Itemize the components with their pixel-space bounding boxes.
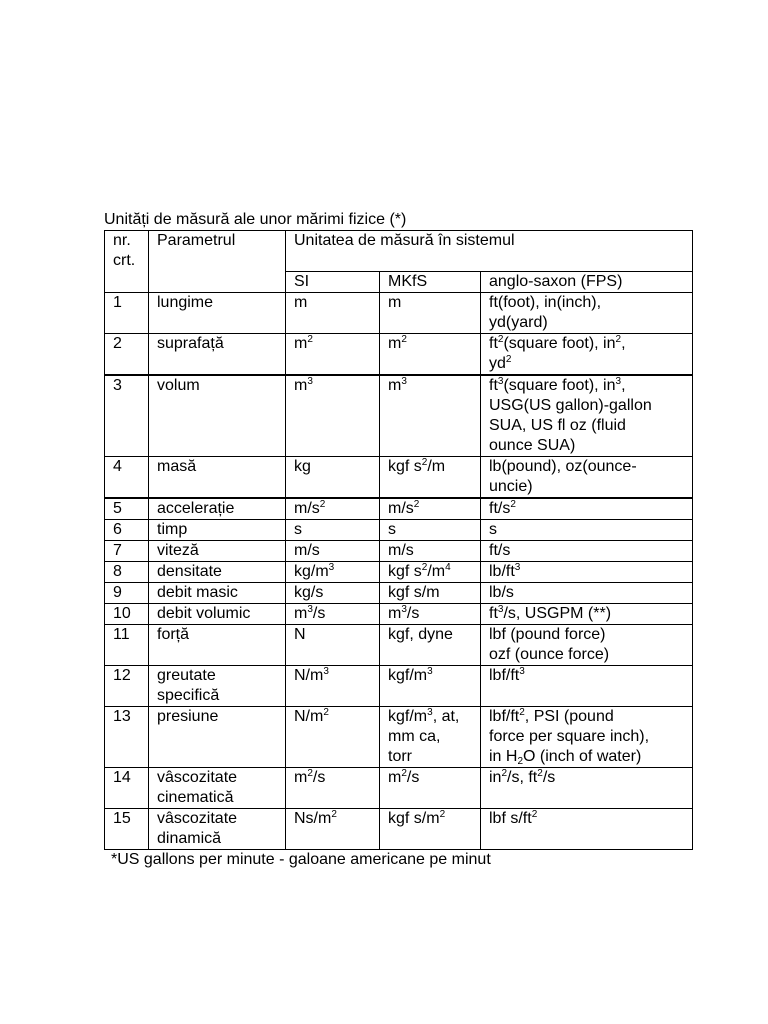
cell-parametru: debit volumic	[149, 603, 286, 624]
cell-text: yd(yard)	[489, 313, 548, 331]
header-mkfs: MKfS	[380, 271, 481, 292]
cell-si	[286, 561, 380, 582]
cell-text: ounce SUA)	[489, 436, 576, 454]
cell-si	[286, 333, 380, 375]
cell-text: kgf s/m	[388, 809, 440, 827]
table-row	[105, 519, 693, 540]
cell-parametru: viteză	[149, 540, 286, 561]
cell-text: lb(pound), oz(ounce-	[489, 457, 637, 475]
footnote: *US gallons per minute - galoane americane pe minut	[111, 850, 491, 868]
cell-text: kgf/m	[388, 666, 428, 684]
cell-text: ozf (ounce force)	[489, 645, 610, 663]
superscript: 3	[497, 375, 504, 387]
table-row	[105, 540, 693, 561]
cell-fps	[481, 498, 693, 520]
cell-text: SUA, US fl oz (fluid	[489, 416, 626, 434]
table-row	[105, 561, 693, 582]
cell-text: lbf/ft	[489, 707, 520, 725]
cell-nr: 1	[105, 292, 149, 333]
superscript: 3	[427, 706, 433, 718]
cell-parametru: vâscozitate dinamică	[149, 808, 286, 849]
cell-text: /s	[406, 604, 420, 622]
cell-fps	[481, 808, 693, 849]
cell-text: m	[294, 376, 308, 394]
cell-parametru: forță	[149, 624, 286, 665]
cell-nr: 2	[105, 333, 149, 375]
cell-mkfs	[380, 519, 481, 540]
table-title: Unități de măsură ale unor mărimi fizice (*)	[104, 211, 407, 228]
cell-text: O (inch of water)	[523, 747, 642, 765]
cell-fps	[481, 375, 693, 457]
superscript: 2	[323, 706, 329, 718]
cell-text: kgf s	[388, 562, 422, 580]
cell-text: kg	[294, 457, 311, 475]
superscript: 3	[497, 603, 504, 615]
cell-text: m	[294, 604, 308, 622]
cell-text: m/s	[294, 541, 320, 559]
cell-mkfs	[380, 333, 481, 375]
cell-mkfs	[380, 603, 481, 624]
cell-text: , at,	[432, 707, 460, 725]
cell-mkfs	[380, 561, 481, 582]
cell-text: /s	[542, 768, 556, 786]
cell-text: in	[489, 768, 502, 786]
cell-parametru: accelerație	[149, 498, 286, 520]
table-row	[105, 767, 693, 808]
cell-text: N	[294, 625, 306, 643]
superscript: 2	[331, 808, 337, 820]
cell-parametru: presiune	[149, 706, 286, 767]
cell-text: ,	[621, 376, 626, 394]
cell-nr: 6	[105, 519, 149, 540]
cell-text: ft	[489, 334, 498, 352]
header-nr: nr. crt.	[105, 231, 149, 272]
cell-si	[286, 498, 380, 520]
cell-text: lb/s	[489, 583, 514, 601]
cell-fps	[481, 582, 693, 603]
cell-text: yd	[489, 354, 506, 372]
superscript: 3	[323, 665, 329, 677]
superscript: 3	[328, 561, 335, 573]
cell-text: /s	[312, 604, 326, 622]
cell-text: m	[388, 768, 402, 786]
cell-text: kgf/m	[388, 707, 428, 725]
cell-si	[286, 582, 380, 603]
superscript: 2	[307, 767, 313, 779]
cell-fps	[481, 706, 693, 767]
cell-mkfs	[380, 540, 481, 561]
table-row	[105, 603, 693, 624]
cell-nr: 11	[105, 624, 149, 665]
cell-fps	[481, 540, 693, 561]
cell-fps	[481, 292, 693, 333]
cell-si	[286, 603, 380, 624]
cell-text: s	[388, 520, 396, 538]
cell-text: in H	[489, 747, 518, 765]
cell-text: torr	[388, 747, 412, 765]
cell-text: mm ca,	[388, 727, 441, 745]
cell-parametru: suprafață	[149, 333, 286, 375]
cell-mkfs	[380, 292, 481, 333]
cell-text: m	[388, 376, 402, 394]
cell-text: ,	[621, 334, 626, 352]
table-row	[105, 375, 693, 457]
cell-mkfs	[380, 456, 481, 498]
cell-fps	[481, 456, 693, 498]
cell-text: /m	[427, 562, 446, 580]
table-row	[105, 292, 693, 333]
cell-text: ft(foot), in(inch),	[489, 293, 602, 311]
cell-text: s	[294, 520, 302, 538]
superscript: 3	[514, 561, 521, 573]
cell-nr: 3	[105, 375, 149, 457]
cell-nr: 9	[105, 582, 149, 603]
cell-mkfs	[380, 375, 481, 457]
superscript: 3	[615, 375, 622, 387]
superscript: 3	[401, 603, 407, 615]
table-row	[105, 665, 693, 706]
superscript: 4	[445, 561, 451, 573]
cell-text: lbf (pound force)	[489, 625, 606, 643]
cell-text: N/m	[294, 666, 324, 684]
cell-text: m/s	[388, 541, 414, 559]
cell-fps	[481, 665, 693, 706]
cell-nr: 15	[105, 808, 149, 849]
cell-text: m	[388, 334, 402, 352]
table-row	[105, 808, 693, 849]
cell-mkfs	[380, 665, 481, 706]
cell-fps	[481, 519, 693, 540]
table-row	[105, 582, 693, 603]
header-row-1	[105, 231, 693, 272]
cell-text: /s	[312, 768, 326, 786]
cell-text: kgf, dyne	[388, 625, 453, 643]
cell-si	[286, 665, 380, 706]
cell-parametru: masă	[149, 456, 286, 498]
cell-text: force per square inch),	[489, 727, 650, 745]
superscript: 2	[319, 498, 326, 510]
table-row	[105, 706, 693, 767]
cell-text: /s, USGPM (**)	[503, 604, 612, 622]
cell-fps	[481, 767, 693, 808]
superscript: 2	[615, 333, 622, 345]
cell-text: lbf/ft	[489, 666, 520, 684]
cell-parametru: densitate	[149, 561, 286, 582]
superscript: 2	[421, 456, 428, 468]
cell-text: m	[388, 604, 402, 622]
cell-text: , PSI (pound	[524, 707, 614, 725]
cell-si	[286, 540, 380, 561]
superscript: 2	[501, 767, 508, 779]
cell-text: m	[294, 334, 308, 352]
cell-mkfs	[380, 498, 481, 520]
cell-text: Ns/m	[294, 809, 332, 827]
cell-fps	[481, 624, 693, 665]
cell-nr: 13	[105, 706, 149, 767]
superscript: 3	[427, 665, 433, 677]
superscript: 2	[497, 333, 504, 345]
cell-mkfs	[380, 624, 481, 665]
cell-parametru: greutate specifică	[149, 665, 286, 706]
superscript: 2	[401, 767, 407, 779]
header-parametrul-cont	[149, 271, 286, 292]
superscript: 2	[531, 808, 538, 820]
cell-text: ft/s	[489, 541, 511, 559]
superscript: 2	[519, 706, 525, 718]
superscript: 3	[307, 603, 313, 615]
cell-text: kg/s	[294, 583, 324, 601]
cell-text: m	[388, 293, 402, 311]
superscript: 2	[413, 498, 420, 510]
cell-si	[286, 808, 380, 849]
table-row	[105, 624, 693, 665]
cell-nr: 4	[105, 456, 149, 498]
cell-nr: 7	[105, 540, 149, 561]
cell-mkfs	[380, 582, 481, 603]
cell-text: m/s	[388, 499, 414, 517]
cell-text: kgf s/m	[388, 583, 440, 601]
cell-text: /s	[406, 768, 420, 786]
table-row	[105, 333, 693, 375]
superscript: 3	[519, 665, 525, 677]
cell-fps	[481, 333, 693, 375]
cell-text: lb/ft	[489, 562, 515, 580]
cell-si	[286, 706, 380, 767]
cell-text: ft/s	[489, 499, 511, 517]
header-unitatea: Unitatea de măsură în sistemul	[286, 231, 693, 272]
cell-text: /s, ft	[507, 768, 538, 786]
superscript: 3	[307, 375, 313, 387]
cell-si	[286, 375, 380, 457]
superscript: 2	[421, 561, 428, 573]
cell-si	[286, 519, 380, 540]
cell-text: (square foot), in	[503, 334, 616, 352]
subscript: 2	[517, 755, 524, 767]
superscript: 3	[401, 375, 407, 387]
header-parametrul: Parametrul	[149, 231, 286, 272]
superscript: 2	[505, 353, 512, 365]
cell-text: lbf s/ft	[489, 809, 532, 827]
superscript: 2	[307, 333, 313, 345]
table-row	[105, 498, 693, 520]
cell-text: /m	[427, 457, 446, 475]
units-table	[104, 230, 693, 850]
header-fps: anglo-saxon (FPS)	[481, 271, 693, 292]
cell-text: m	[294, 768, 308, 786]
table-row	[105, 456, 693, 498]
document	[104, 210, 692, 870]
cell-text: N/m	[294, 707, 324, 725]
superscript: 2	[401, 333, 407, 345]
cell-mkfs	[380, 706, 481, 767]
cell-fps	[481, 561, 693, 582]
superscript: 2	[510, 498, 516, 510]
cell-text: uncie)	[489, 477, 533, 495]
superscript: 2	[439, 808, 446, 820]
cell-parametru: vâscozitate cinematică	[149, 767, 286, 808]
cell-text: kgf s	[388, 457, 422, 475]
cell-parametru: debit masic	[149, 582, 286, 603]
cell-text: s	[489, 520, 497, 538]
header-row-2	[105, 271, 693, 292]
cell-si	[286, 292, 380, 333]
cell-si	[286, 624, 380, 665]
cell-text: ft	[489, 604, 498, 622]
cell-parametru: lungime	[149, 292, 286, 333]
cell-nr: 5	[105, 498, 149, 520]
cell-parametru: volum	[149, 375, 286, 457]
cell-fps	[481, 603, 693, 624]
cell-mkfs	[380, 767, 481, 808]
header-nr-cont	[105, 271, 149, 292]
header-si: SI	[286, 271, 380, 292]
cell-text: (square foot), in	[503, 376, 616, 394]
cell-nr: 14	[105, 767, 149, 808]
cell-text: m/s	[294, 499, 320, 517]
cell-text: USG(US gallon)-gallon	[489, 396, 652, 414]
superscript: 2	[537, 767, 543, 779]
cell-si	[286, 767, 380, 808]
cell-nr: 8	[105, 561, 149, 582]
cell-nr: 10	[105, 603, 149, 624]
cell-text: m	[294, 293, 308, 311]
cell-mkfs	[380, 808, 481, 849]
cell-text: kg/m	[294, 562, 329, 580]
cell-si	[286, 456, 380, 498]
cell-nr: 12	[105, 665, 149, 706]
cell-text: ft	[489, 376, 498, 394]
cell-parametru: timp	[149, 519, 286, 540]
